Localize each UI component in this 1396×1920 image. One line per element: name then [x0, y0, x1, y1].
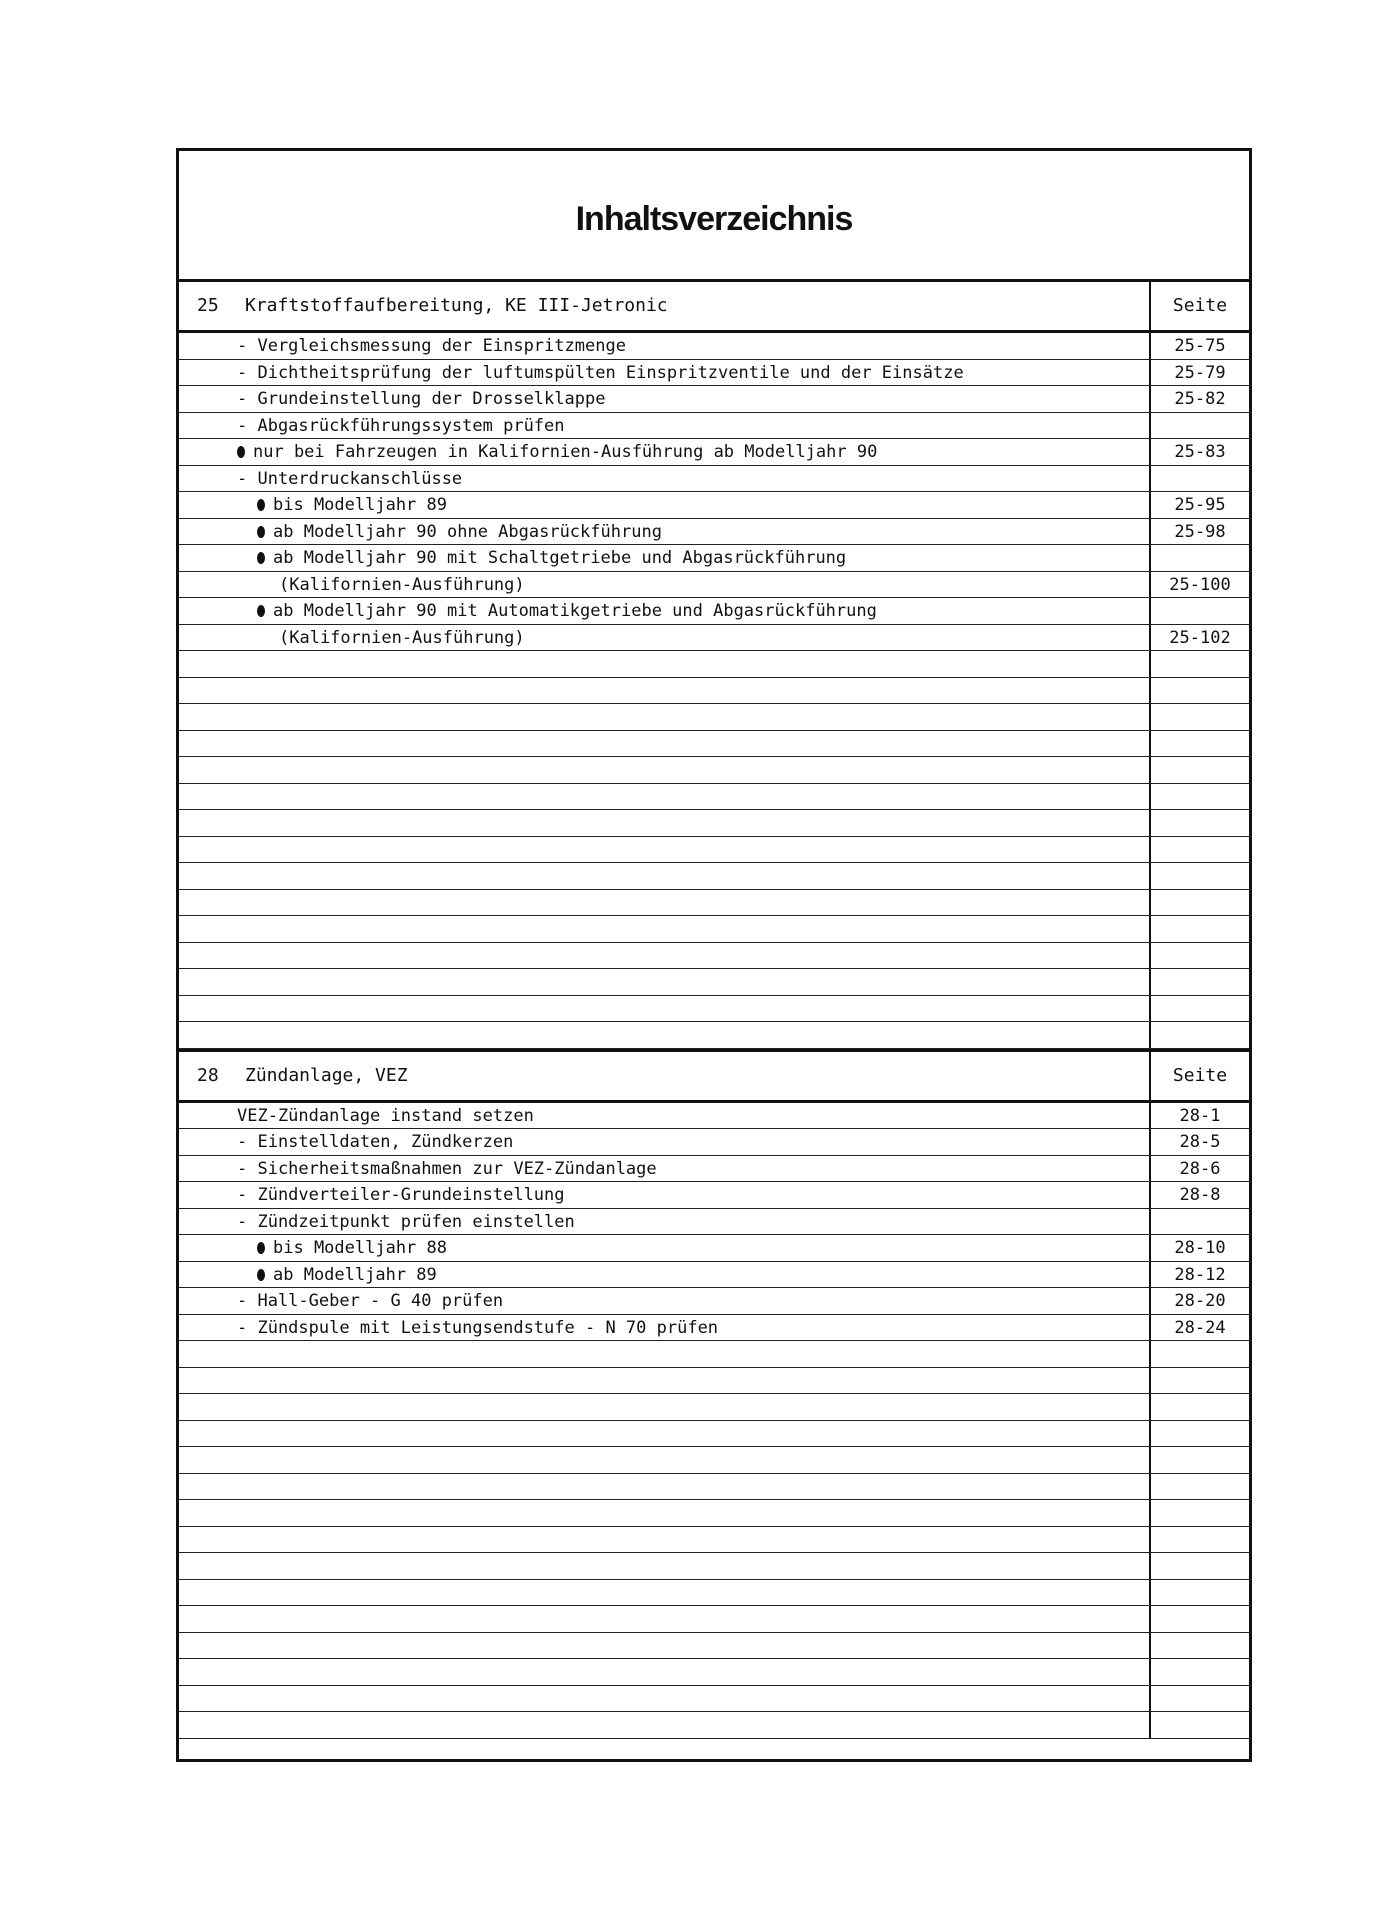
- toc-row: [179, 1182, 1249, 1209]
- toc-entry-text: bis Modelljahr 89: [273, 495, 447, 515]
- toc-entry-wrapper: [179, 1212, 575, 1232]
- toc-entry-wrapper: [179, 416, 565, 436]
- toc-page-number: 28-6: [1179, 1158, 1221, 1179]
- section-title: Kraftstoffaufbereitung, KE III-Jetronic: [245, 295, 668, 316]
- toc-entry-text: VEZ-Zündanlage instand setzen: [237, 1105, 534, 1126]
- toc-entry: [179, 598, 1151, 624]
- toc-entry: [179, 1209, 1151, 1235]
- toc-entry-wrapper: [179, 1503, 237, 1523]
- toc-page-number: [1151, 1606, 1249, 1632]
- toc-row: [179, 360, 1249, 387]
- toc-entry-wrapper: [179, 495, 447, 515]
- toc-entry-wrapper: [179, 389, 605, 409]
- toc-row: [179, 1368, 1249, 1395]
- page-title: Inhaltsverzeichnis: [575, 199, 853, 238]
- toc-page-number: 28-8: [1179, 1185, 1221, 1205]
- toc-entry-wrapper: [179, 840, 237, 860]
- toc-entry-wrapper: [179, 654, 237, 674]
- toc-entry-text: (Kalifornien-Ausführung): [279, 574, 525, 595]
- toc-page-number: [1151, 598, 1249, 624]
- toc-entry: [179, 1368, 1151, 1394]
- toc-page-number: [1151, 1474, 1249, 1500]
- toc-row: [179, 1209, 1249, 1236]
- toc-page-number: [1151, 1686, 1249, 1712]
- toc-row: [179, 1341, 1249, 1368]
- toc-entry-wrapper: [179, 1530, 237, 1550]
- toc-row: [179, 863, 1249, 890]
- toc-row: [179, 1712, 1249, 1739]
- toc-frame: [176, 148, 1252, 1762]
- toc-entry: [179, 1315, 1151, 1341]
- toc-row: [179, 837, 1249, 864]
- toc-page-number: [1151, 1527, 1249, 1553]
- toc-entry: [179, 757, 1151, 783]
- toc-entry-wrapper: [179, 575, 525, 595]
- toc-entry-text: ab Modelljahr 90 mit Automatikgetriebe und Abgasrückführung: [273, 601, 877, 621]
- toc-page-number: 28-20: [1174, 1291, 1226, 1311]
- toc-row: [179, 1474, 1249, 1501]
- toc-page-number: [1151, 916, 1249, 942]
- toc-row: [179, 731, 1249, 758]
- toc-row: [179, 1315, 1249, 1342]
- toc-entry-wrapper: [179, 1185, 565, 1205]
- toc-entry-text: - Grundeinstellung der Drosselklappe: [237, 389, 606, 409]
- toc-entry-wrapper: [179, 1636, 237, 1656]
- toc-entry: [179, 1527, 1151, 1553]
- toc-page-number: 25-95: [1174, 495, 1226, 515]
- toc-page-number: [1151, 1553, 1249, 1579]
- toc-entry-wrapper: [179, 681, 237, 701]
- toc-entry-wrapper: [179, 1609, 237, 1629]
- toc-page-number: [1151, 731, 1249, 757]
- page-column-heading: Seite: [1172, 1064, 1228, 1086]
- toc-entry: [179, 916, 1151, 942]
- toc-entry: [179, 625, 1151, 651]
- section-title: Zündanlage, VEZ: [245, 1064, 408, 1086]
- toc-entry: [179, 1474, 1151, 1500]
- section-heading: [179, 282, 1151, 330]
- toc-entry: [179, 890, 1151, 916]
- toc-entry-wrapper: [179, 1159, 657, 1179]
- toc-entry-text: - Zündverteiler-Grundeinstellung: [237, 1185, 565, 1205]
- toc-page-number: [1151, 943, 1249, 969]
- toc-row: [179, 916, 1249, 943]
- toc-page-number: [1151, 1421, 1249, 1447]
- toc-entry-wrapper: [179, 1424, 237, 1444]
- toc-row: [179, 1633, 1249, 1660]
- bullet-icon: [257, 552, 265, 564]
- toc-row: [179, 519, 1249, 546]
- toc-row: [179, 1580, 1249, 1607]
- toc-row: [179, 943, 1249, 970]
- toc-entry: [179, 996, 1151, 1022]
- toc-row: [179, 1527, 1249, 1554]
- toc-entry-text: bis Modelljahr 88: [273, 1238, 447, 1258]
- toc-row: [179, 1553, 1249, 1580]
- bullet-icon: [257, 499, 265, 511]
- toc-page-number: [1151, 863, 1249, 889]
- toc-entry-wrapper: [179, 1477, 237, 1497]
- toc-row: [179, 1394, 1249, 1421]
- toc-entry: [179, 1022, 1151, 1048]
- toc-page-number: [1151, 466, 1249, 492]
- toc-entry-text: ab Modelljahr 89: [273, 1264, 437, 1285]
- bullet-icon: [257, 526, 265, 538]
- toc-row: [179, 1022, 1249, 1049]
- toc-row: [179, 1447, 1249, 1474]
- toc-page-number: 28-12: [1174, 1264, 1226, 1285]
- toc-entry-text: ab Modelljahr 90 mit Schaltgetriebe und Abgasrückführung: [273, 548, 847, 568]
- toc-row: [179, 545, 1249, 572]
- toc-page-number: 25-83: [1174, 442, 1226, 462]
- toc-row: [179, 1129, 1249, 1156]
- toc-page-number: [1151, 545, 1249, 571]
- toc-entry-text: - Einstelldaten, Zündkerzen: [237, 1132, 514, 1152]
- toc-entry-text: (Kalifornien-Ausführung): [279, 627, 525, 648]
- toc-row: [179, 890, 1249, 917]
- toc-row: [179, 1606, 1249, 1633]
- toc-entry-text: ab Modelljahr 90 ohne Abgasrückführung: [273, 521, 662, 542]
- toc-row: [179, 1686, 1249, 1713]
- toc-page-number: [1151, 996, 1249, 1022]
- toc-row: [179, 1288, 1249, 1315]
- bullet-icon: [257, 1269, 265, 1281]
- bullet-icon: [257, 605, 265, 617]
- toc-page-number: [1151, 1368, 1249, 1394]
- toc-page-number: [1151, 704, 1249, 730]
- toc-page-number: 28-1: [1179, 1105, 1221, 1126]
- toc-page-number: 28-24: [1174, 1317, 1226, 1338]
- toc-page-number: 28-10: [1174, 1238, 1226, 1258]
- toc-entry: [179, 1156, 1151, 1182]
- toc-entry-wrapper: [179, 1371, 237, 1391]
- toc-entry: [179, 413, 1151, 439]
- toc-entry: [179, 943, 1151, 969]
- toc-page-number: [1151, 757, 1249, 783]
- toc-entry-wrapper: [179, 919, 237, 939]
- toc-page-number: 25-82: [1174, 389, 1226, 409]
- toc-row: [179, 969, 1249, 996]
- toc-entry: [179, 1686, 1151, 1712]
- toc-entry-text: - Sicherheitsmaßnahmen zur VEZ-Zündanlage: [237, 1158, 657, 1179]
- toc-row: [179, 1421, 1249, 1448]
- toc-entry: [179, 1235, 1151, 1261]
- toc-entry-wrapper: [179, 469, 462, 489]
- toc-entry: [179, 1262, 1151, 1288]
- toc-entry-wrapper: [179, 601, 877, 621]
- toc-entry-wrapper: [179, 1556, 237, 1576]
- toc-entry-wrapper: [179, 946, 237, 966]
- toc-row: [179, 439, 1249, 466]
- toc-entry-text: - Dichtheitsprüfung der luftumspülten Einspritzventile und der Einsätze: [237, 362, 964, 383]
- toc-entry: [179, 1659, 1151, 1685]
- toc-page-number: [1151, 784, 1249, 810]
- toc-page-number: [1151, 1580, 1249, 1606]
- toc-row: [179, 466, 1249, 493]
- toc-entry-wrapper: [179, 760, 237, 780]
- toc-page-number: [1151, 837, 1249, 863]
- toc-page-number: 25-79: [1174, 362, 1226, 383]
- toc-entry-text: - Abgasrückführungssystem prüfen: [237, 415, 565, 436]
- toc-page-number: [1151, 413, 1249, 439]
- toc-row: [179, 757, 1249, 784]
- toc-entry: [179, 1447, 1151, 1473]
- toc-entry: [179, 1606, 1151, 1632]
- toc-entry: [179, 519, 1151, 545]
- toc-entry-wrapper: [179, 787, 237, 807]
- toc-page-number: 25-102: [1169, 627, 1231, 648]
- toc-page-number: 25-75: [1174, 336, 1226, 356]
- toc-page-number: [1151, 678, 1249, 704]
- toc-entry: [179, 678, 1151, 704]
- toc-entry: [179, 810, 1151, 836]
- section-number: 28: [197, 1064, 219, 1086]
- toc-page-number: [1151, 651, 1249, 677]
- toc-entry-wrapper: [179, 1397, 237, 1417]
- section-heading-row: [179, 282, 1249, 333]
- toc-row: [179, 492, 1249, 519]
- toc-entry-wrapper: [179, 336, 626, 356]
- toc-entry-wrapper: [179, 1291, 503, 1311]
- toc-entry: [179, 969, 1151, 995]
- toc-entry: [179, 1421, 1151, 1447]
- bullet-icon: [257, 1242, 265, 1254]
- toc-entry-wrapper: [179, 628, 525, 648]
- toc-entry: [179, 386, 1151, 412]
- toc-page-number: [1151, 969, 1249, 995]
- toc-entry: [179, 1394, 1151, 1420]
- toc-sections: [179, 282, 1249, 1739]
- toc-entry-wrapper: [179, 866, 237, 886]
- toc-page-number: 25-98: [1174, 521, 1226, 542]
- toc-entry: [179, 1341, 1151, 1367]
- toc-entry-text: nur bei Fahrzeugen in Kalifornien-Ausführung ab Modelljahr 90: [253, 442, 878, 462]
- toc-page-number: [1151, 1394, 1249, 1420]
- toc-entry-wrapper: [179, 972, 237, 992]
- toc-row: [179, 572, 1249, 599]
- toc-entry: [179, 1553, 1151, 1579]
- toc-entry-wrapper: [179, 1689, 237, 1709]
- toc-section-25: [179, 282, 1249, 1049]
- toc-row: [179, 1103, 1249, 1130]
- toc-page-number: [1151, 1447, 1249, 1473]
- toc-entry: [179, 1103, 1151, 1129]
- toc-entry: [179, 837, 1151, 863]
- toc-row: [179, 386, 1249, 413]
- toc-entry-wrapper: [179, 363, 964, 383]
- toc-page-number: [1151, 1712, 1249, 1738]
- toc-entry: [179, 466, 1151, 492]
- toc-page-number: [1151, 810, 1249, 836]
- toc-entry-text: - Unterdruckanschlüsse: [237, 468, 463, 489]
- toc-page-number: [1151, 890, 1249, 916]
- toc-row: [179, 704, 1249, 731]
- toc-entry: [179, 784, 1151, 810]
- toc-entry-wrapper: [179, 1715, 237, 1735]
- page-column-heading: Seite: [1172, 295, 1228, 316]
- toc-page-number: [1151, 1022, 1249, 1048]
- toc-section-28: [179, 1049, 1249, 1739]
- toc-row: [179, 598, 1249, 625]
- toc-row: [179, 413, 1249, 440]
- toc-row: [179, 1235, 1249, 1262]
- title-box: [179, 151, 1249, 282]
- toc-entry-wrapper: [179, 522, 662, 542]
- toc-entry-wrapper: [179, 1238, 447, 1258]
- toc-entry: [179, 651, 1151, 677]
- toc-entry: [179, 1182, 1151, 1208]
- toc-entry-wrapper: [179, 1318, 718, 1338]
- toc-entry: [179, 572, 1151, 598]
- toc-page-number: [1151, 1209, 1249, 1235]
- toc-page-number: [1151, 1633, 1249, 1659]
- section-heading: [179, 1052, 1151, 1100]
- toc-row: [179, 810, 1249, 837]
- toc-page-number: 28-5: [1179, 1132, 1221, 1152]
- toc-row: [179, 1500, 1249, 1527]
- toc-entry: [179, 545, 1151, 571]
- toc-entry: [179, 360, 1151, 386]
- toc-row: [179, 996, 1249, 1023]
- toc-entry-wrapper: [179, 813, 237, 833]
- toc-row: [179, 1262, 1249, 1289]
- toc-entry-wrapper: [179, 1583, 237, 1603]
- toc-entry-wrapper: [179, 1450, 237, 1470]
- toc-entry: [179, 492, 1151, 518]
- toc-entry: [179, 1580, 1151, 1606]
- toc-entry-wrapper: [179, 999, 237, 1019]
- toc-row: [179, 625, 1249, 652]
- toc-entry-text: - Zündspule mit Leistungsendstufe - N 70 prüfen: [237, 1317, 719, 1338]
- section-number: 25: [197, 295, 219, 316]
- toc-entry: [179, 1712, 1151, 1738]
- toc-entry: [179, 704, 1151, 730]
- toc-entry: [179, 1500, 1151, 1526]
- toc-entry: [179, 1129, 1151, 1155]
- toc-entry-wrapper: [179, 1344, 237, 1364]
- toc-entry-wrapper: [179, 734, 237, 754]
- toc-row: [179, 333, 1249, 360]
- toc-entry-wrapper: [179, 548, 846, 568]
- toc-entry: [179, 333, 1151, 359]
- toc-entry: [179, 1633, 1151, 1659]
- toc-row: [179, 784, 1249, 811]
- toc-entry: [179, 439, 1151, 465]
- toc-page-number: [1151, 1500, 1249, 1526]
- toc-entry-text: - Vergleichsmessung der Einspritzmenge: [237, 336, 626, 356]
- toc-entry-wrapper: [179, 1132, 513, 1152]
- toc-entry-wrapper: [179, 893, 237, 913]
- toc-row: [179, 1659, 1249, 1686]
- toc-entry: [179, 863, 1151, 889]
- toc-page-number: [1151, 1341, 1249, 1367]
- toc-entry-text: - Hall-Geber - G 40 prüfen: [237, 1291, 504, 1311]
- toc-entry-text: - Zündzeitpunkt prüfen einstellen: [237, 1211, 575, 1232]
- toc-entry: [179, 731, 1151, 757]
- toc-row: [179, 651, 1249, 678]
- toc-entry: [179, 1288, 1151, 1314]
- toc-row: [179, 1156, 1249, 1183]
- toc-entry-wrapper: [179, 442, 877, 462]
- toc-page-number: 25-100: [1169, 574, 1231, 595]
- toc-entry-wrapper: [179, 1106, 534, 1126]
- toc-entry-wrapper: [179, 1265, 437, 1285]
- bullet-icon: [237, 446, 245, 458]
- toc-entry-wrapper: [179, 1662, 237, 1682]
- toc-row: [179, 678, 1249, 705]
- toc-entry-wrapper: [179, 1025, 237, 1045]
- section-heading-row: [179, 1052, 1249, 1103]
- toc-entry-wrapper: [179, 707, 237, 727]
- toc-page-number: [1151, 1659, 1249, 1685]
